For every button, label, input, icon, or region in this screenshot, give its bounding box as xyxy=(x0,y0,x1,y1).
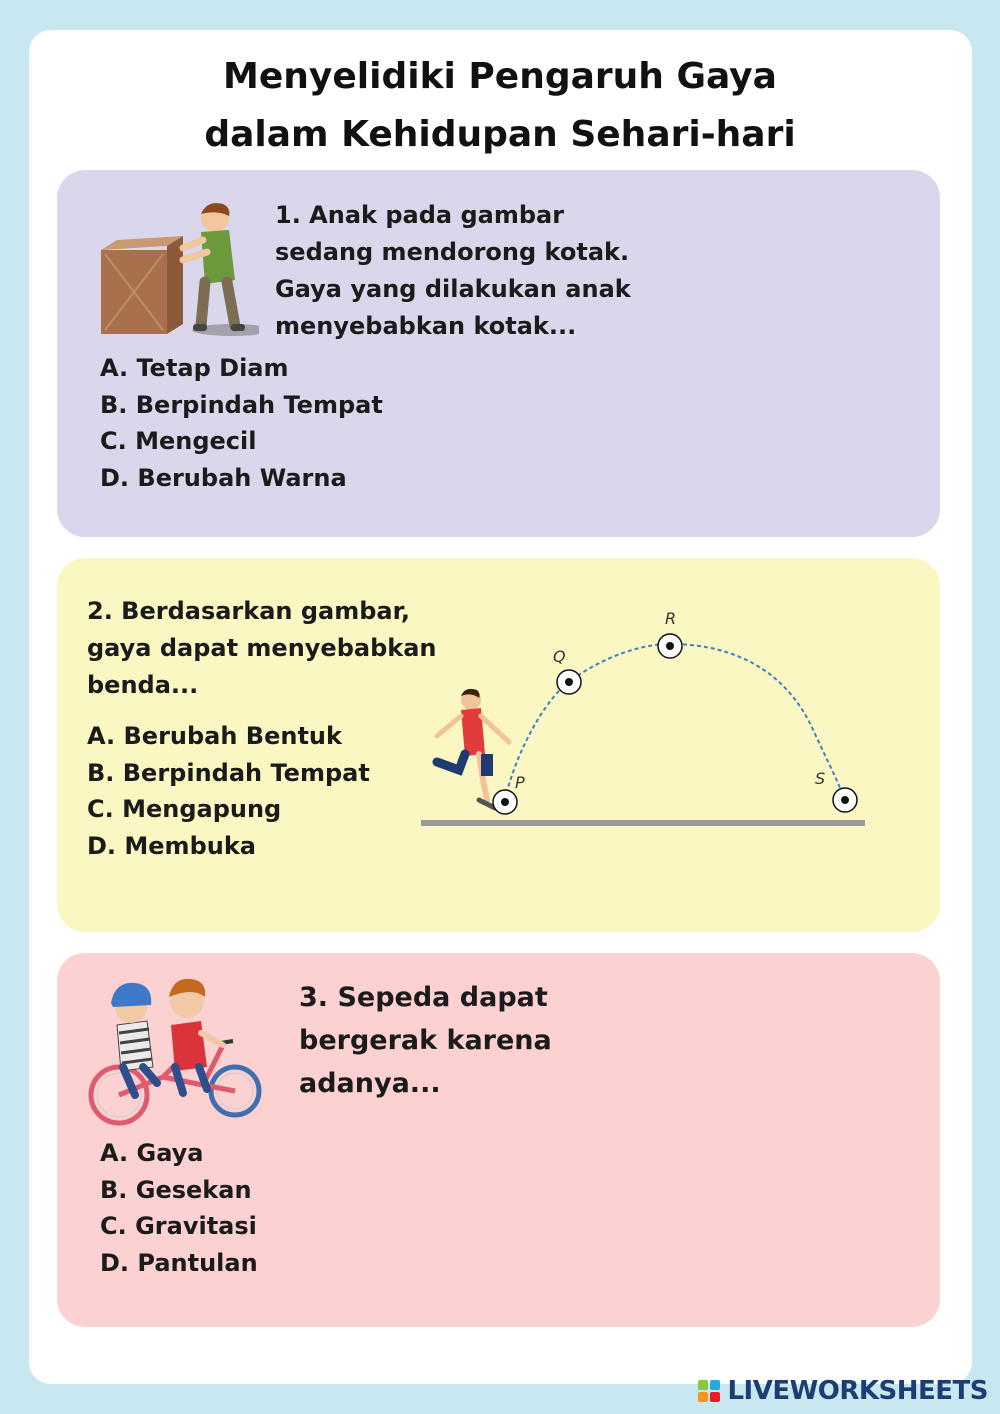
option-b[interactable]: B. Gesekan xyxy=(100,1175,252,1204)
option-d[interactable]: D. Membuka xyxy=(87,831,256,860)
question-card-3 xyxy=(57,953,940,1327)
ball-s xyxy=(833,788,857,812)
option-d[interactable]: D. Pantulan xyxy=(100,1248,258,1277)
option-c[interactable]: C. Gravitasi xyxy=(100,1212,257,1240)
question-1-line: menyebabkan kotak... xyxy=(275,312,577,340)
option-b[interactable]: B. Berpindah Tempat xyxy=(100,390,383,419)
kids-riding-bicycle-illustration xyxy=(83,967,263,1127)
label-q: Q xyxy=(553,647,566,666)
question-2-line: 2. Berdasarkan gambar, xyxy=(87,597,411,625)
ball-p xyxy=(493,790,517,814)
question-2-text xyxy=(87,593,447,704)
worksheet-title-line1: Menyelidiki Pengaruh Gaya xyxy=(223,56,777,97)
question-3-line: adanya... xyxy=(299,1068,441,1099)
label-r: R xyxy=(665,609,677,628)
question-card-2 xyxy=(57,558,940,932)
label-s: S xyxy=(815,769,826,788)
ball-q xyxy=(557,670,581,694)
question-3-line: bergerak karena xyxy=(299,1025,552,1056)
kicking-boy-figure xyxy=(437,689,509,808)
question-3-line: 3. Sepeda dapat xyxy=(299,982,548,1013)
option-c[interactable]: C. Mengecil xyxy=(100,427,257,455)
worksheet-title-line2: dalam Kehidupan Sehari-hari xyxy=(204,114,796,155)
question-2-line: gaya dapat menyebabkan xyxy=(87,634,437,662)
question-1-text xyxy=(275,197,655,345)
option-b[interactable]: B. Berpindah Tempat xyxy=(87,758,370,787)
ball-trajectory-illustration xyxy=(415,604,875,830)
liveworksheets-logo-icon xyxy=(697,1379,721,1403)
question-1-options xyxy=(100,350,383,496)
question-2-line: benda... xyxy=(87,671,199,699)
question-2-options xyxy=(87,718,370,864)
label-p: P xyxy=(515,773,525,792)
option-a[interactable]: A. Berubah Bentuk xyxy=(87,722,342,750)
question-1-line: Gaya yang dilakukan anak xyxy=(275,275,631,303)
ground-line xyxy=(421,820,865,826)
ball-r xyxy=(658,634,682,658)
child-pushing-box-illustration xyxy=(97,200,259,338)
liveworksheets-logo[interactable] xyxy=(697,1376,988,1406)
option-a[interactable]: A. Gaya xyxy=(100,1139,204,1167)
question-3-text xyxy=(299,976,599,1105)
question-3-options xyxy=(100,1135,258,1281)
question-card-1 xyxy=(57,170,940,537)
question-1-line: sedang mendorong kotak. xyxy=(275,238,630,266)
option-c[interactable]: C. Mengapung xyxy=(87,795,282,823)
liveworksheets-brand-text: LIVEWORKSHEETS xyxy=(727,1376,988,1406)
option-a[interactable]: A. Tetap Diam xyxy=(100,354,289,382)
option-d[interactable]: D. Berubah Warna xyxy=(100,463,347,492)
question-1-line: 1. Anak pada gambar xyxy=(275,201,565,229)
